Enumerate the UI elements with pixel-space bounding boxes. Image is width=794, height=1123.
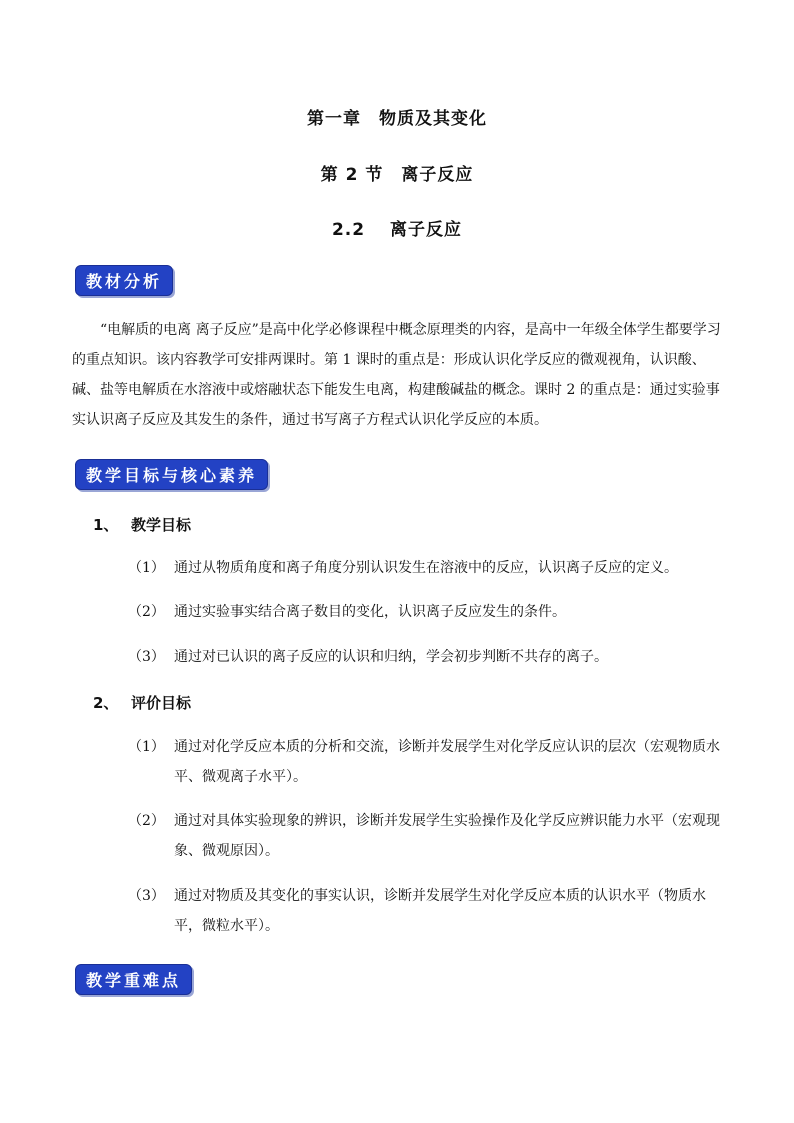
item-text: 通过对具体实验现象的辨识，诊断并发展学生实验操作及化学反应辨识能力水平（宏观现象、微观原因）。 — [174, 813, 720, 859]
item-number: （2） — [128, 604, 165, 620]
item-text: 通过实验事实结合离子数目的变化，认识离子反应发生的条件。 — [174, 604, 566, 620]
list-item — [128, 597, 728, 627]
goals-badge: 教学目标与核心素养 — [75, 459, 268, 490]
item-number: （3） — [128, 649, 165, 665]
item-text: 通过对化学反应本质的分析和交流，诊断并发展学生对化学反应认识的层次（宏观物质水平、微观离子水平）。 — [174, 739, 720, 785]
heading-number: 1、 — [93, 516, 119, 534]
list-item — [128, 642, 728, 672]
item-number: （1） — [128, 739, 165, 755]
item-number: （2） — [128, 813, 165, 829]
item-text: 通过对物质及其变化的事实认识，诊断并发展学生对化学反应本质的认识水平（物质水平，微粒水平）。 — [174, 888, 706, 934]
analysis-paragraph: “电解质的电离 离子反应”是高中化学必修课程中概念原理类的内容，是高中一年级全体学生都要学习的重点知识。该内容教学可安排两课时。第 1 课时的重点是：形成认识化学反应的微观视角，认识酸、碱、盐等电解质在水溶液中或熔融状态下能发生电离，构建酸碱盐的概念。课时 2 的重点是：通过实验事实认识离子反应及其发生的条件，通过书写离子方程式认识化学反应的本质。 — [72, 322, 721, 428]
analysis-badge: 教材分析 — [75, 265, 173, 296]
difficulties-badge: 教学重难点 — [75, 964, 192, 995]
heading-text: 评价目标 — [131, 694, 192, 712]
teaching-goals-heading — [93, 514, 191, 535]
heading-text: 教学目标 — [131, 516, 192, 534]
subsection-title: 2.2 离子反应 — [331, 220, 463, 240]
item-text: 通过从物质角度和离子角度分别认识发生在溶液中的反应，认识离子反应的定义。 — [174, 560, 678, 576]
list-item — [128, 553, 728, 583]
heading-number: 2、 — [93, 694, 119, 712]
chapter-title: 第一章 物质及其变化 — [307, 109, 487, 129]
item-number: （1） — [128, 560, 165, 576]
item-text: 通过对已认识的离子反应的认识和归纳，学会初步判断不共存的离子。 — [174, 649, 608, 665]
list-item — [128, 732, 728, 792]
evaluation-goals-heading — [93, 692, 191, 713]
section-title: 第 2 节 离子反应 — [320, 165, 474, 185]
item-number: （3） — [128, 888, 165, 904]
list-item — [128, 881, 728, 941]
list-item — [128, 806, 728, 866]
